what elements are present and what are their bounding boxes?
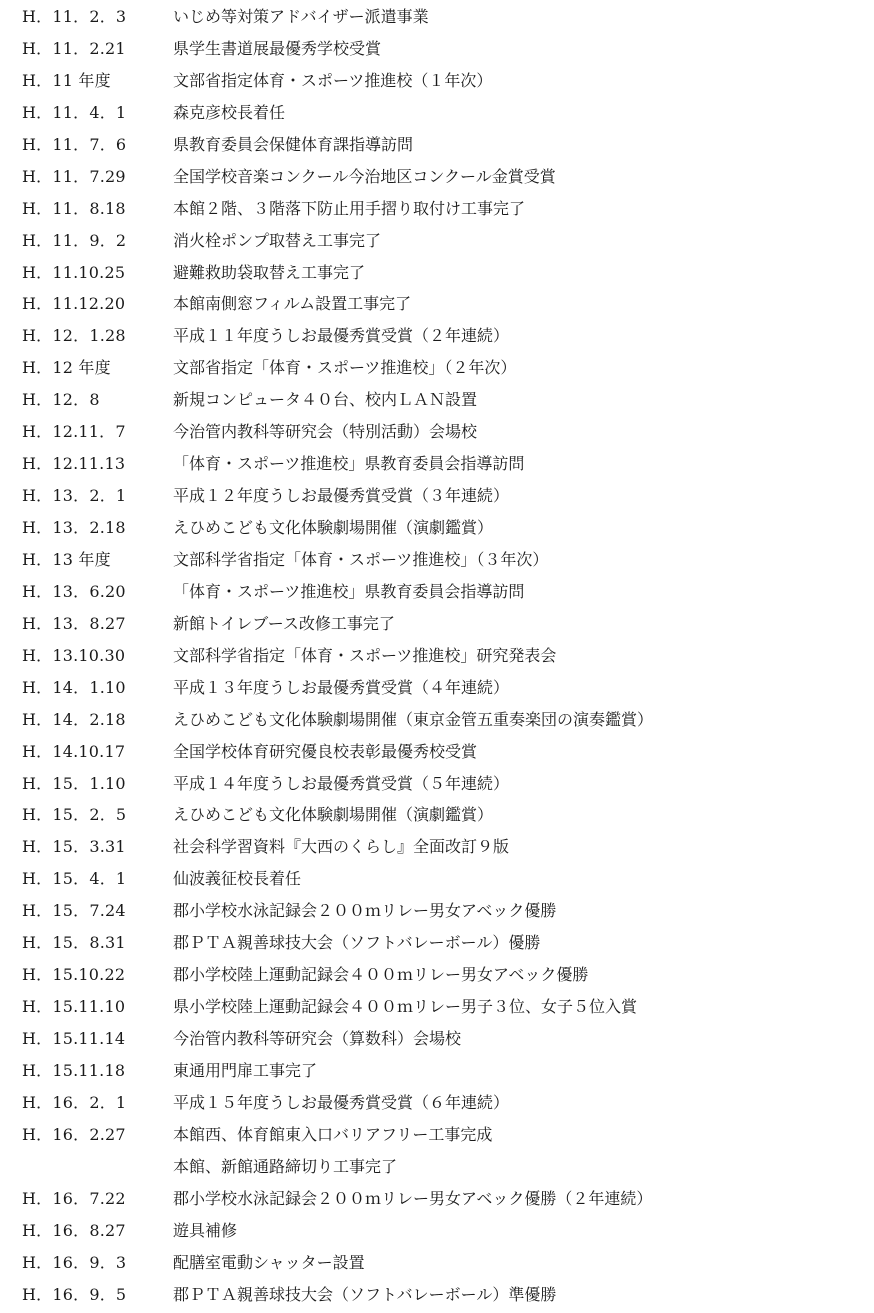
entry-event: 文部省指定体育・スポーツ推進校（１年次）	[173, 70, 493, 90]
entry-event: 文部科学省指定「体育・スポーツ推進校」（３年次）	[173, 549, 549, 569]
history-entry	[0, 1183, 874, 1215]
entry-event: 「体育・スポーツ推進校」県教育委員会指導訪問	[173, 581, 525, 601]
entry-event: 県学生書道展最優秀学校受賞	[173, 38, 382, 58]
entry-event: 郡小学校水泳記録会２００ｍリレー男女アベック優勝（２年連続）	[173, 1188, 653, 1208]
entry-date: H．15．2．5	[22, 805, 127, 825]
entry-event: 本館西、体育館東入口バリアフリー工事完成	[173, 1124, 493, 1144]
entry-event: 平成１１年度うしお最優秀賞受賞（２年連続）	[173, 326, 510, 346]
entry-date: H．11．7.29	[22, 166, 126, 186]
entry-event: 新館トイレブース改修工事完了	[173, 613, 395, 633]
entry-event: 避難救助袋取替え工事完了	[173, 262, 366, 282]
history-entry	[0, 512, 874, 544]
entry-date: H．13．2.18	[22, 518, 126, 537]
entry-event: 平成１５年度うしお最優秀賞受賞（６年連続）	[173, 1092, 510, 1112]
entry-event: 郡小学校陸上運動記録会４００ｍリレー男女アベック優勝	[173, 965, 589, 985]
entry-date: H．15．4．1	[22, 869, 127, 889]
entry-date: H．15.11.18	[22, 1060, 126, 1080]
entry-event: 郡ＰＴＡ親善球技大会（ソフトバレーボール）準優勝	[173, 1284, 557, 1304]
entry-event: 県小学校陸上運動記録会４００ｍリレー男子３位、女子５位入賞	[173, 997, 638, 1017]
entry-event: 全国学校体育研究優良校表彰最優秀校受賞	[173, 741, 478, 761]
history-entry	[0, 640, 874, 672]
entry-event: 平成１４年度うしお最優秀賞受賞（５年連続）	[173, 773, 510, 793]
entry-event: 全国学校音楽コンクール今治地区コンクール金賞受賞	[173, 166, 556, 186]
entry-date: H．13.10.30	[22, 645, 126, 665]
entry-date: H．11．9．2	[22, 230, 127, 250]
history-entry	[0, 1279, 874, 1311]
entry-event: 「体育・スポーツ推進校」県教育委員会指導訪問	[173, 454, 525, 474]
history-entry	[0, 544, 874, 576]
entry-date: H．11．2.21	[22, 38, 126, 58]
entry-date: H．11．7．6	[22, 134, 127, 154]
entry-event: いじめ等対策アドバイザー派遣事業	[173, 7, 429, 26]
history-entry	[0, 1023, 874, 1055]
history-entry	[0, 1087, 874, 1119]
entry-event: 森克彦校長着任	[173, 102, 286, 122]
history-entry	[0, 576, 874, 608]
history-entry	[0, 863, 874, 895]
history-entry	[0, 959, 874, 991]
history-entry	[0, 895, 874, 927]
entry-date: H．16．2.27	[22, 1124, 126, 1144]
history-entry	[0, 416, 874, 448]
history-entry	[0, 480, 874, 512]
history-entry	[0, 672, 874, 704]
entry-date: H．16．9．5	[22, 1284, 127, 1304]
history-entry	[0, 225, 874, 257]
entry-date: H．13．6.20	[22, 581, 126, 601]
entry-date: H．15．8.31	[22, 933, 126, 953]
history-entry	[0, 1119, 874, 1151]
entry-date: H．14．1.10	[22, 677, 126, 697]
entry-date: H．11．4．1	[22, 102, 127, 122]
entry-date: H．13．2．1	[22, 486, 127, 506]
history-entry	[0, 704, 874, 736]
history-entry	[0, 129, 874, 161]
history-entry	[0, 288, 874, 320]
history-entry	[0, 1, 874, 33]
entry-event: えひめこども文化体験劇場開催（東京金管五重奏楽団の演奏鑑賞）	[173, 709, 654, 729]
entry-date: H．11．8.18	[22, 198, 126, 218]
entry-date: H．15.11.10	[22, 997, 126, 1017]
entry-event: 県教育委員会保健体育課指導訪問	[173, 134, 414, 154]
entry-date: H．16．8.27	[22, 1220, 126, 1240]
entry-event: 本館南側窓フィルム設置工事完了	[173, 294, 412, 314]
entry-date: H．12.11.13	[22, 454, 126, 474]
entry-event: 本館２階、３階落下防止用手摺り取付け工事完了	[173, 198, 526, 218]
history-entry	[0, 736, 874, 768]
entry-date: H．14.10.17	[22, 741, 126, 761]
entry-event: 今治管内教科等研究会（算数科）会場校	[173, 1029, 462, 1048]
entry-date: H．11.12.20	[22, 294, 126, 314]
history-entry	[0, 799, 874, 831]
entry-event: 郡ＰＴＡ親善球技大会（ソフトバレーボール）優勝	[173, 933, 541, 953]
history-entry	[0, 65, 874, 97]
entry-event: 社会科学習資料『大西のくらし』全面改訂９版	[173, 837, 510, 857]
entry-event: 平成１３年度うしお最優秀賞受賞（４年連続）	[173, 677, 510, 697]
entry-date: H．16．9．3	[22, 1252, 127, 1272]
entry-event: 東通用門扉工事完了	[173, 1060, 318, 1080]
entry-date: H．11 年度	[22, 70, 111, 90]
history-entry	[0, 352, 874, 384]
entry-date: H．11.10.25	[22, 262, 126, 282]
entry-event: 配膳室電動シャッター設置	[173, 1252, 365, 1272]
entry-date: H．12 年度	[22, 358, 111, 378]
history-entry	[0, 768, 874, 800]
history-entry	[0, 1247, 874, 1279]
history-entry	[0, 1151, 874, 1183]
history-entry	[0, 320, 874, 352]
entry-date: H．16．7.22	[22, 1188, 126, 1208]
entry-date: H．15．3.31	[22, 837, 126, 857]
entry-date: H．11．2．3	[22, 7, 127, 26]
entry-event: 消火栓ポンプ取替え工事完了	[173, 230, 382, 250]
history-entry	[0, 257, 874, 289]
entry-date: H．15．1.10	[22, 773, 126, 793]
history-entry	[0, 161, 874, 193]
history-entry	[0, 927, 874, 959]
entry-event: 郡小学校水泳記録会２００ｍリレー男女アベック優勝	[173, 901, 557, 921]
entry-date: H．13 年度	[22, 549, 111, 569]
entry-event: 平成１２年度うしお最優秀賞受賞（３年連続）	[173, 486, 510, 506]
entry-event: 文部省指定「体育・スポーツ推進校」（２年次）	[173, 358, 517, 378]
history-entry	[0, 831, 874, 863]
history-entry	[0, 193, 874, 225]
entry-date: H．16．2．1	[22, 1092, 127, 1112]
entry-event: 今治管内教科等研究会（特別活動）会場校	[173, 422, 478, 442]
history-entry	[0, 1215, 874, 1247]
entry-date: H．15.10.22	[22, 965, 126, 985]
entry-date: H．15．7.24	[22, 901, 126, 921]
entry-date: H．14．2.18	[22, 709, 126, 729]
history-entry	[0, 1055, 874, 1087]
entry-date: H．12．1.28	[22, 326, 126, 346]
entry-date: H．12.11．7	[22, 422, 126, 442]
entry-event: 文部科学省指定「体育・スポーツ推進校」研究発表会	[173, 645, 557, 665]
entry-event: 仙波義征校長着任	[173, 869, 302, 889]
entry-event: えひめこども文化体験劇場開催（演劇鑑賞）	[173, 805, 494, 825]
entry-event: 新規コンピュータ４０台、校内ＬＡＮ設置	[173, 390, 478, 410]
history-entry	[0, 97, 874, 129]
entry-event: 本館、新館通路締切り工事完了	[173, 1156, 398, 1176]
history-entry	[0, 33, 874, 65]
history-entry	[0, 608, 874, 640]
entry-date: H．15.11.14	[22, 1029, 126, 1048]
history-entry	[0, 991, 874, 1023]
entry-event: 遊具補修	[173, 1220, 238, 1240]
entry-event: えひめこども文化体験劇場開催（演劇鑑賞）	[173, 518, 494, 537]
history-entry	[0, 448, 874, 480]
entry-date: H．13．8.27	[22, 613, 126, 633]
entry-date: H．12．8	[22, 390, 100, 410]
history-entry	[0, 384, 874, 416]
